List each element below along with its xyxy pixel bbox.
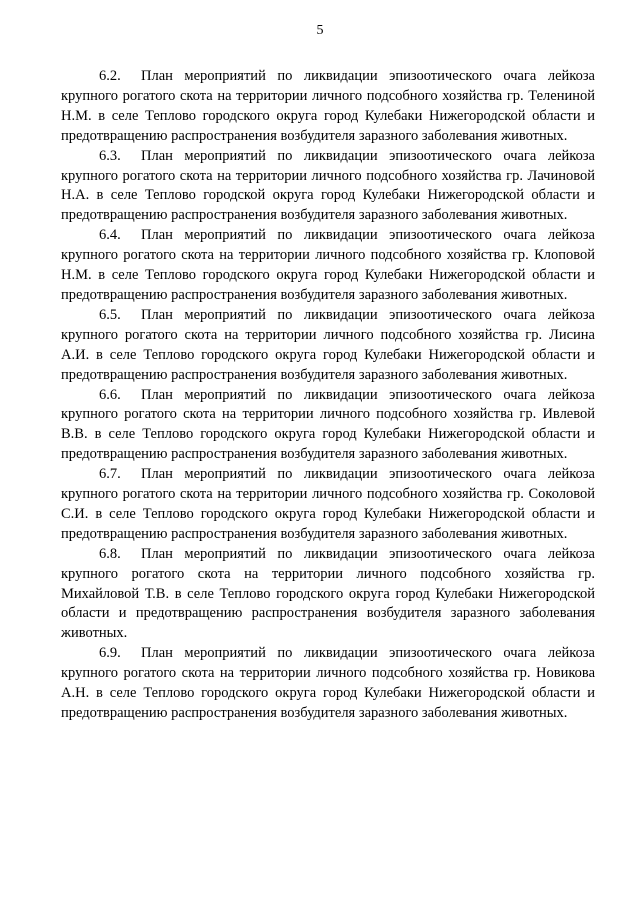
list-item-6-5 (61, 306, 595, 386)
list-item-6-4 (61, 226, 595, 306)
item-text: План мероприятий по ликвидации эпизоотического очага лейкоза крупного рогатого скота на территории личного подсобного хозяйства гр. Клоповой Н.М. в селе Теплово городского округа город Кулебаки Нижегородской области и предотвращению распространения возбудителя заразного заболевания животных. (61, 227, 595, 303)
document-body (61, 67, 595, 724)
item-number: 6.6. (99, 386, 121, 403)
item-text: План мероприятий по ликвидации эпизоотического очага лейкоза крупного рогатого скота на территории личного подсобного хозяйства гр. Михайловой Т.В. в селе Теплово городского округа город Кулебаки Нижегородской области и предотвращению распространения возбудителя заразного заболевания животных. (61, 545, 595, 642)
item-text: План мероприятий по ликвидации эпизоотического очага лейкоза крупного рогатого скота на территории личного подсобного хозяйства гр. Лисина А.И. в селе Теплово городского округа город Кулебаки Нижегородской области и предотвращению распространения возбудителя заразного заболевания животных. (61, 306, 595, 383)
item-text: План мероприятий по ликвидации эпизоотического очага лейкоза крупного рогатого скота на территории личного подсобного хозяйства гр. Телениной Н.М. в селе Теплово городского округа город Кулебаки Нижегородской области и предотвращению распространения возбудителя заразного заболевания животных. (61, 68, 595, 144)
item-number: 6.4. (99, 227, 121, 244)
item-number: 6.7. (99, 466, 121, 483)
item-number: 6.3. (99, 147, 121, 164)
item-text: План мероприятий по ликвидации эпизоотического очага лейкоза крупного рогатого скота на территории личного подсобного хозяйства гр. Новикова А.Н. в селе Теплово городского округа город Кулебаки Нижегородской области и предотвращению распространения возбудителя заразного заболевания животных. (61, 645, 595, 721)
item-number: 6.9. (99, 645, 121, 662)
list-item-6-7 (61, 465, 595, 545)
page-number: 5 (316, 23, 324, 38)
item-number: 6.5. (99, 306, 121, 323)
list-item-6-9 (61, 644, 595, 724)
item-number: 6.2. (99, 68, 121, 84)
item-number: 6.8. (99, 545, 121, 562)
list-item-6-8 (61, 545, 595, 645)
item-text: План мероприятий по ликвидации эпизоотического очага лейкоза крупного рогатого скота на территории личного подсобного хозяйства гр. Ивлевой В.В. в селе Теплово городского округа город Кулебаки Нижегородской области и предотвращению распространения возбудителя заразного заболевания животных. (61, 386, 595, 463)
item-text: План мероприятий по ликвидации эпизоотического очага лейкоза крупного рогатого скота на территории личного подсобного хозяйства гр. Лачиновой Н.А. в селе Теплово городской округа город Кулебаки Нижегородской области и предотвращению распространения возбудителя заразного заболевания животных. (61, 147, 595, 224)
list-item-6-2 (61, 67, 595, 147)
list-item-6-6 (61, 386, 595, 466)
item-text: План мероприятий по ликвидации эпизоотического очага лейкоза крупного рогатого скота на территории личного подсобного хозяйства гр. Соколовой С.И. в селе Теплово городского округа город Кулебаки Нижегородской области и предотвращению распространения возбудителя заразного заболевания животных. (61, 466, 595, 542)
list-item-6-3 (61, 147, 595, 227)
